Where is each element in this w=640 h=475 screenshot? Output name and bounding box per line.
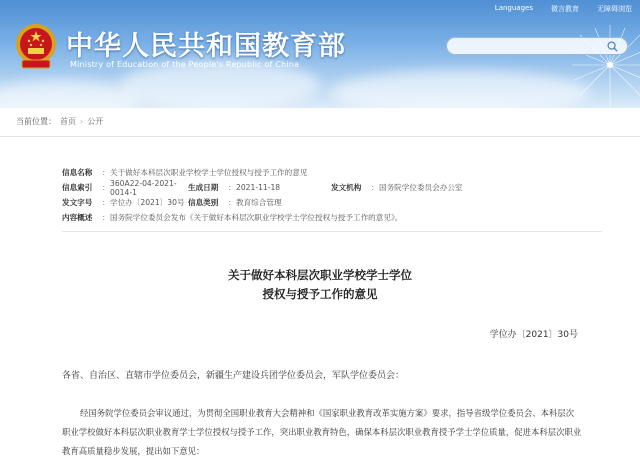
info-row-title: 信息名称 ： 关于做好本科层次职业学校学士学位授权与授予工作的意见 [62, 168, 308, 177]
info-value: 国务院学位委员会办公室 [379, 183, 463, 192]
site-title: 中华人民共和国教育部 [66, 31, 346, 62]
info-value: 国务院学位委员会发布《关于做好本科层次职业学校学士学位授权与授予工作的意见》。 [110, 213, 403, 222]
document-info-table [62, 165, 602, 225]
search-icon[interactable] [607, 41, 618, 52]
info-value: 360A22-04-2021-0014-1 [110, 178, 177, 197]
breadcrumb [16, 116, 103, 127]
body-paragraph: 经国务院学位委员会审议通过，为贯彻全国职业教育大会精神和《国家职业教育改革实施方案》要求，指导省级学位委员会、本科层次职业学校做好本科层次职业教育学士学位授权与授予工作，突出职业教育特色，确保本科层次职业教育授予学士学位质量，促进本科层次职业教育高质量稳步发展，提出如下意见： [62, 408, 582, 456]
salutation: 各省、自治区、直辖市学位委员会，新疆生产建设兵团学位委员会，军队学位委员会： [62, 371, 405, 381]
divider [62, 231, 602, 232]
info-value: 学位办〔2021〕30号 [110, 198, 185, 207]
info-value: 关于做好本科层次职业学校学士学位授权与授予工作的意见 [110, 168, 308, 177]
cloud-decoration [0, 80, 140, 108]
languages-link[interactable]: Languages [494, 4, 533, 12]
divider [0, 136, 640, 137]
site-subtitle: Ministry of Education of the People's Republic of China [70, 60, 300, 69]
national-emblem-logo [14, 22, 58, 72]
info-label: 发文机构 [331, 183, 362, 192]
info-label: 信息类别 [188, 198, 219, 207]
breadcrumb-prefix: 当前位置： [16, 117, 56, 126]
article-title [0, 266, 640, 304]
search-input[interactable] [446, 37, 628, 55]
weiyan-link[interactable]: 微言教育 [551, 5, 579, 13]
info-row-index: 信息索引 ： 360A22-04-2021-0014-1 生成日期 ： 2021-11-18 发文机构 ： 国务院学位委员会办公室 [62, 178, 463, 197]
dandelion-decoration [540, 20, 640, 108]
info-label: 生成日期 [188, 183, 219, 192]
article-title-line: 授权与授予工作的意见 [262, 287, 378, 301]
article-title-line: 关于做好本科层次职业学校学士学位 [228, 268, 412, 282]
top-links [495, 4, 632, 14]
info-label: 信息索引 [62, 183, 93, 192]
info-row-summary: 内容概述 ： 国务院学位委员会发布《关于做好本科层次职业学校学士学位授权与授予工作的意见》。 [62, 213, 403, 222]
info-value: 2021-11-18 [236, 183, 281, 192]
breadcrumb-separator: › [80, 117, 84, 126]
info-label: 信息名称 [62, 168, 93, 177]
breadcrumb-current[interactable]: 公开 [87, 117, 104, 126]
info-value: 教育综合管理 [236, 198, 282, 207]
info-label: 内容概述 [62, 213, 93, 222]
accessibility-link[interactable]: 无障碍浏览 [597, 5, 632, 13]
info-label: 发文字号 [62, 198, 93, 207]
info-row-docno: 发文字号 ： 学位办〔2021〕30号 信息类别 ： 教育综合管理 [62, 198, 282, 207]
breadcrumb-home-link[interactable]: 首页 [60, 117, 76, 126]
document-number: 学位办〔2021〕30号 [489, 330, 578, 340]
